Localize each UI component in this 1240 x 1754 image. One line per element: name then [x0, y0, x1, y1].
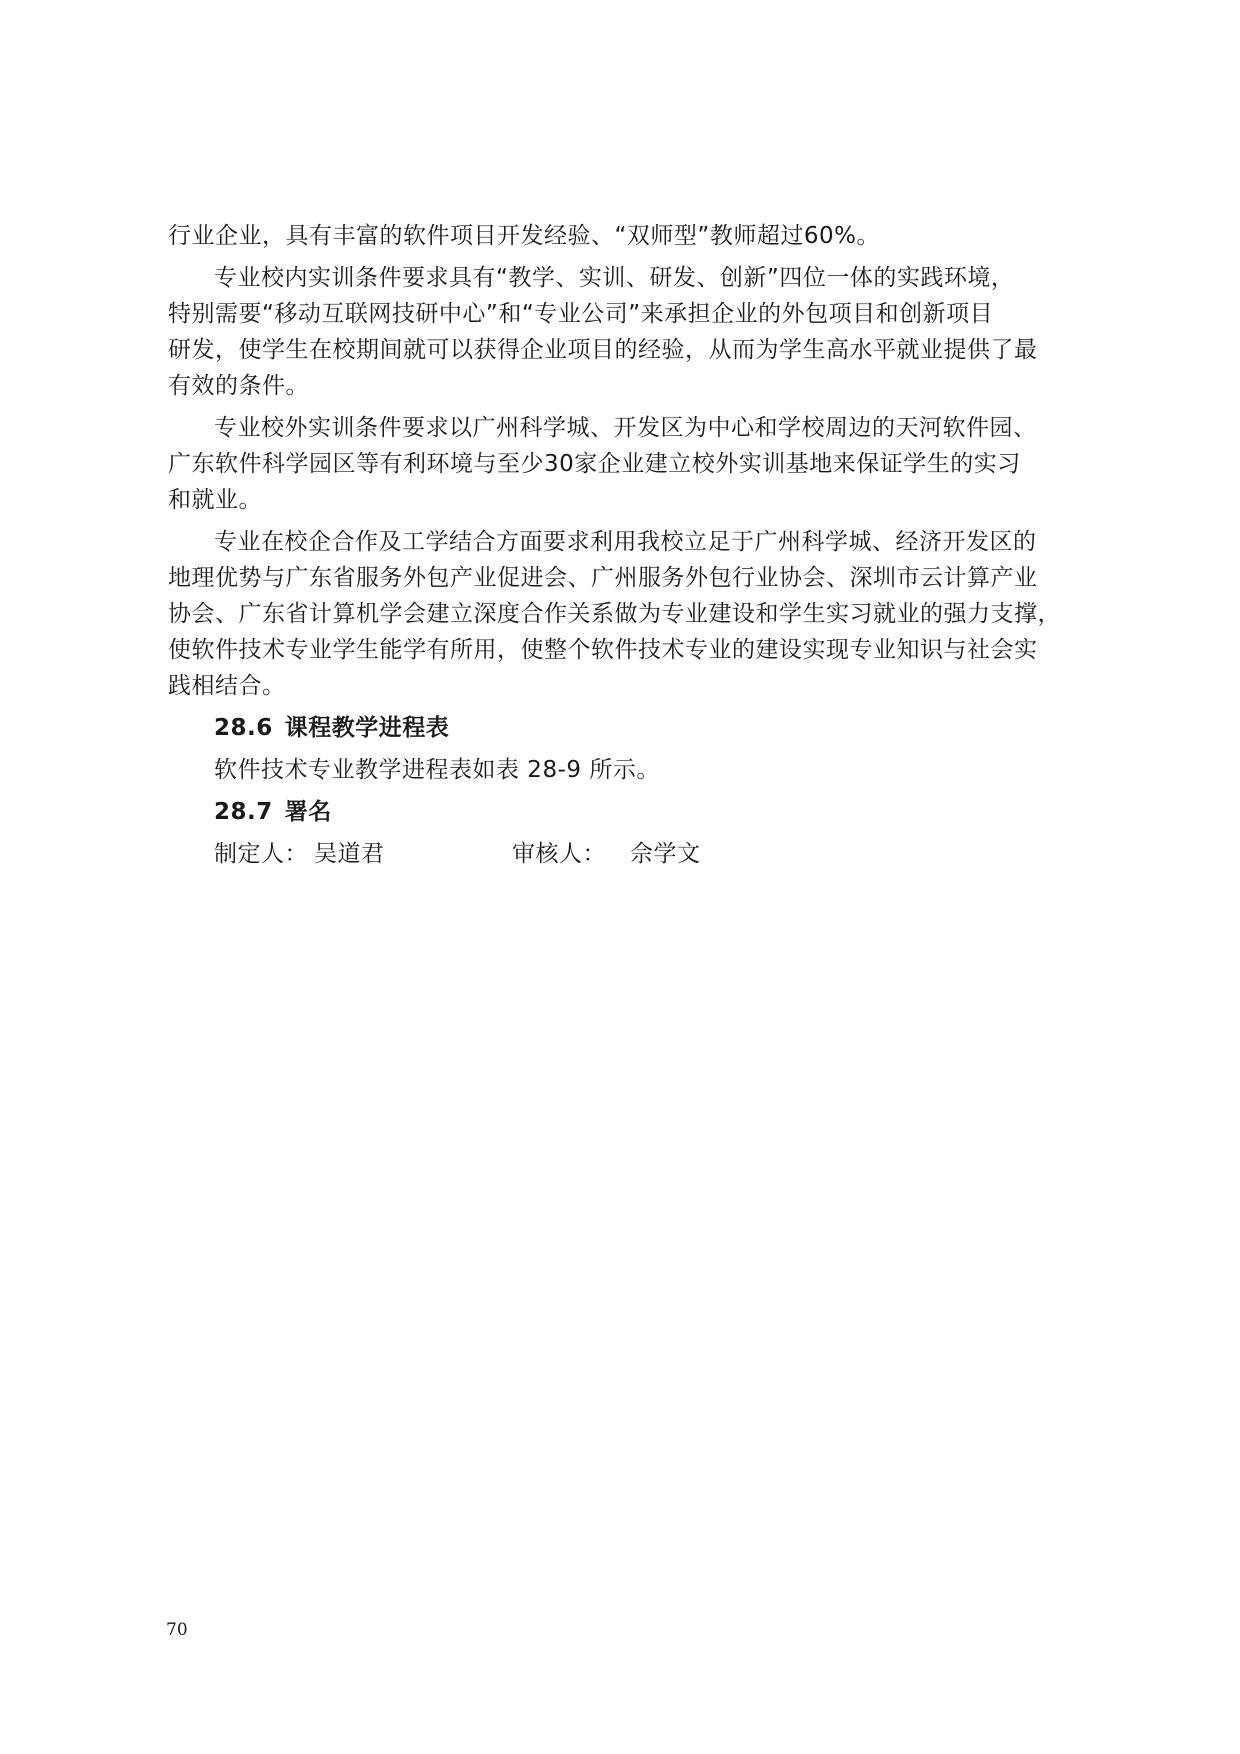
paragraph-external-training	[168, 410, 1078, 518]
section-title: 署名	[284, 799, 332, 825]
paragraph-line: 专业在校企合作及工学结合方面要求利用我校立足于广州科学城、经济开发区的	[214, 529, 1037, 555]
section-heading-28-7	[168, 794, 1078, 830]
section-heading-28-6	[168, 710, 1078, 746]
paragraph-teachers	[168, 218, 1078, 254]
paragraph-line: 和就业。	[168, 487, 262, 513]
drafter	[214, 836, 385, 872]
paragraph-line: 行业企业，具有丰富的软件项目开发经验、“双师型”教师超过60%。	[168, 223, 880, 249]
page-number: 70	[166, 1620, 188, 1640]
paragraph-line: 专业校内实训条件要求具有“教学、实训、研发、创新”四位一体的实践环境，	[214, 265, 1015, 291]
drafter-label: 制定人：	[214, 841, 308, 867]
reviewer-label: 审核人：	[512, 841, 606, 867]
paragraph-line: 践相结合。	[168, 673, 286, 699]
paragraph-line: 广东软件科学园区等有利环境与至少30家企业建立校外实训基地来保证学生的实习	[168, 451, 1021, 477]
drafter-name: 吴道君	[314, 841, 385, 867]
section-number: 28.6	[214, 715, 273, 741]
reviewer-name: 佘学文	[630, 841, 701, 867]
paragraph-line: 使软件技术专业学生能学有所用，使整个软件技术专业的建设实现专业知识与社会实	[168, 637, 1038, 663]
page-content	[168, 218, 1078, 872]
paragraph-internal-training	[168, 260, 1078, 404]
paragraph-cooperation	[168, 524, 1078, 704]
reviewer	[512, 836, 701, 872]
paragraph-line: 有效的条件。	[168, 373, 309, 399]
signature-line	[168, 836, 1078, 872]
paragraph-line: 专业校外实训条件要求以广州科学城、开发区为中心和学校周边的天河软件园、	[214, 415, 1037, 441]
paragraph-line: 特别需要“移动互联网技研中心”和“专业公司”来承担企业的外包项目和创新项目	[168, 301, 994, 327]
section-title: 课程教学进程表	[284, 715, 450, 741]
paragraph-line: 协会、广东省计算机学会建立深度合作关系做为专业建设和学生实习就业的强力支撑，	[168, 601, 1061, 627]
paragraph-line: 地理优势与广东省服务外包产业促进会、广州服务外包行业协会、深圳市云计算产业	[168, 565, 1038, 591]
paragraph-line: 研发，使学生在校期间就可以获得企业项目的经验，从而为学生高水平就业提供了最	[168, 337, 1038, 363]
section-28-6-text: 软件技术专业教学进程表如表 28-9 所示。	[214, 757, 660, 783]
section-number: 28.7	[214, 799, 273, 825]
